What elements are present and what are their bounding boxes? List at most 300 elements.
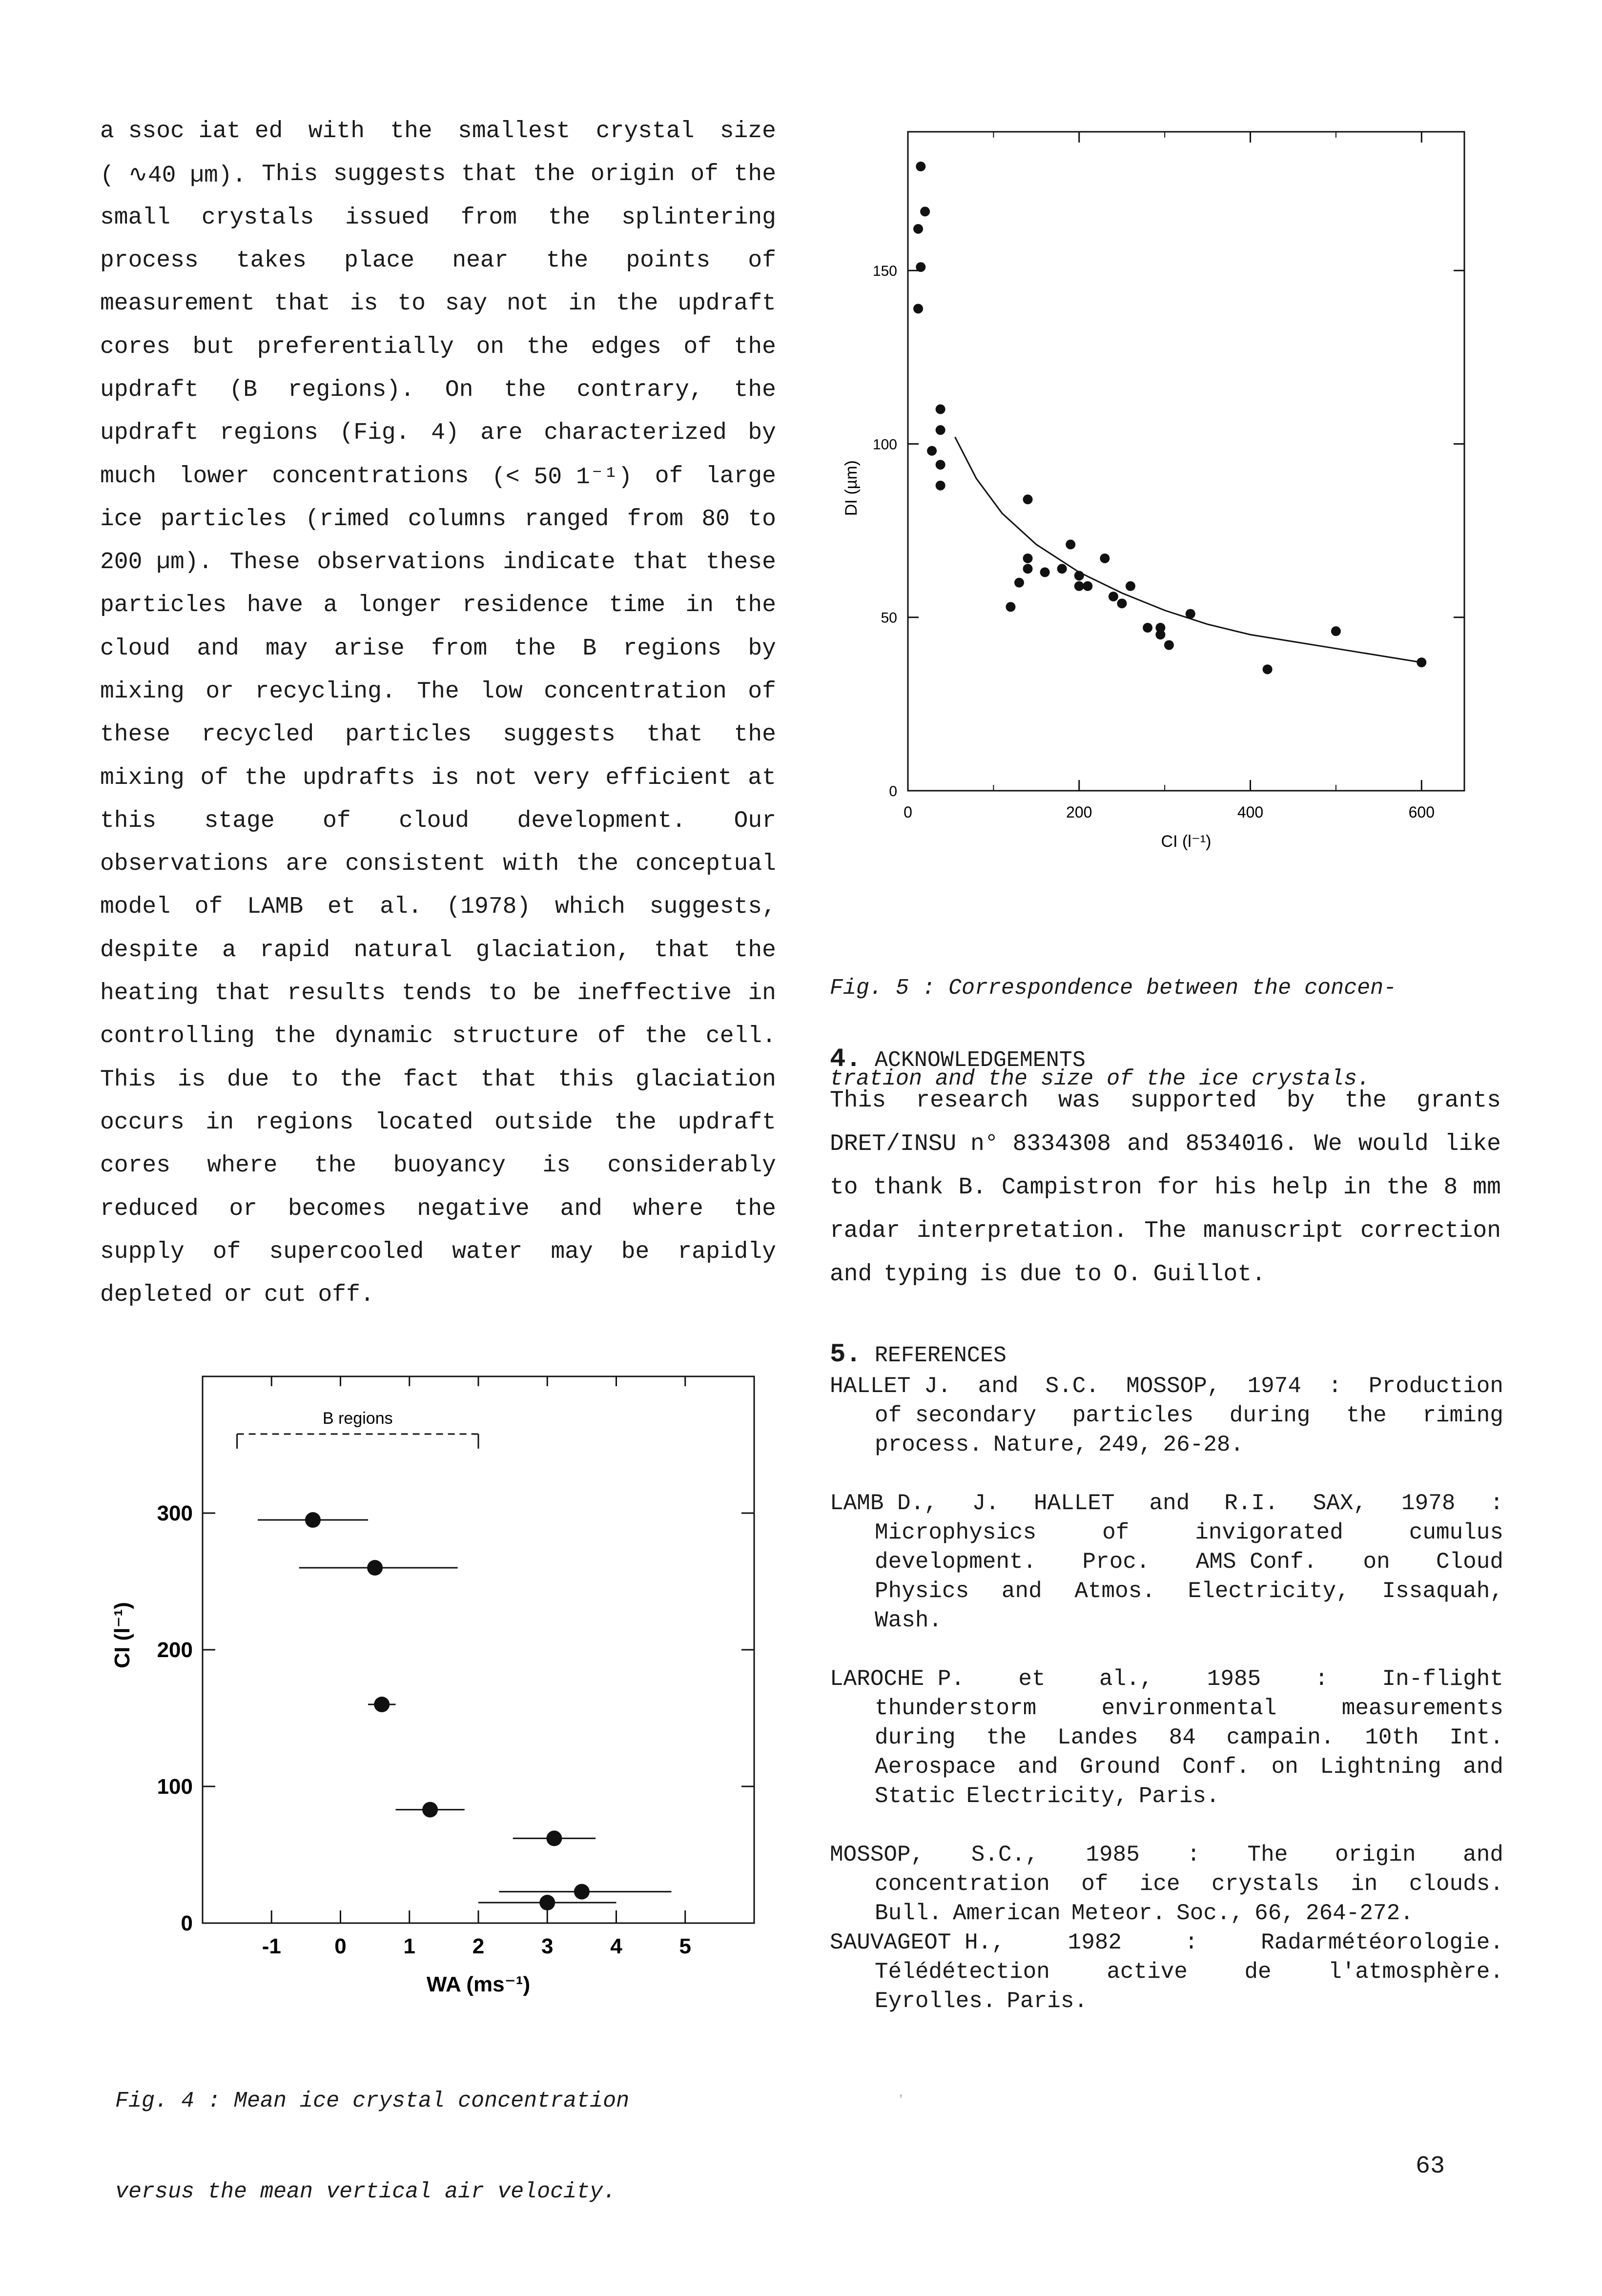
fig5-data-point bbox=[936, 404, 945, 414]
word: S.C., bbox=[971, 1842, 1039, 1867]
reference-item bbox=[830, 1928, 1503, 2016]
fig5-x-tick-label: 600 bbox=[1408, 803, 1435, 821]
word: (rimed bbox=[305, 506, 390, 533]
figure-4-caption bbox=[115, 2026, 629, 2237]
word: updraft bbox=[678, 290, 776, 317]
word: mixing bbox=[100, 678, 185, 705]
word: MOSSOP, bbox=[830, 1842, 924, 1867]
word: crystals bbox=[1211, 1871, 1319, 1897]
fig5-data-point bbox=[1023, 494, 1033, 504]
caption-line: Fig. 5 : Correspondence between the concen- bbox=[830, 976, 1397, 1001]
word: LAMB D., bbox=[830, 1491, 938, 1516]
word: the bbox=[533, 161, 575, 188]
word: process. bbox=[875, 1432, 983, 1457]
word: the bbox=[339, 1066, 382, 1093]
word: development. bbox=[517, 807, 686, 834]
word: regions). bbox=[288, 376, 415, 403]
word: supercooled bbox=[269, 1238, 424, 1265]
text-line bbox=[100, 498, 776, 541]
word: that bbox=[646, 721, 703, 748]
word: but bbox=[192, 333, 235, 360]
word: Campistron bbox=[1001, 1174, 1143, 1201]
fig5-data-point bbox=[1331, 626, 1341, 636]
word: arise bbox=[334, 635, 405, 662]
fig5-data-point bbox=[1023, 564, 1033, 574]
word: for bbox=[1157, 1174, 1200, 1201]
word: conceptual bbox=[635, 851, 776, 878]
figure-4-chart bbox=[78, 1362, 771, 1996]
word: becomes bbox=[288, 1195, 387, 1222]
word: by bbox=[1286, 1087, 1315, 1114]
word: al., bbox=[1099, 1666, 1153, 1692]
text-line bbox=[100, 756, 776, 799]
word: of bbox=[212, 1238, 241, 1265]
word: The bbox=[417, 678, 459, 705]
fig5-data-point bbox=[916, 162, 925, 171]
word: thunderstorm bbox=[875, 1696, 1037, 1721]
word: to bbox=[748, 506, 776, 533]
word: splintering bbox=[621, 204, 776, 231]
word: his bbox=[1214, 1174, 1257, 1201]
word: not bbox=[475, 764, 517, 791]
word: low bbox=[480, 678, 523, 705]
word: Issaquah, bbox=[1382, 1578, 1503, 1604]
word: with bbox=[503, 851, 559, 878]
word: to bbox=[1073, 1261, 1102, 1288]
fig5-fit-line bbox=[955, 437, 1421, 662]
word: to bbox=[830, 1174, 858, 1201]
text-line bbox=[100, 153, 776, 196]
word: Meteor. bbox=[1071, 1901, 1166, 1926]
word: rapid bbox=[260, 937, 330, 964]
word: the bbox=[734, 376, 776, 403]
word: 200 µm). bbox=[100, 549, 213, 576]
word: Paris. bbox=[1006, 1988, 1088, 2014]
fig4-y-tick-label: 100 bbox=[157, 1775, 193, 1799]
word: 1985 bbox=[1207, 1666, 1261, 1692]
fig4-data-points bbox=[258, 1512, 672, 1910]
text-line bbox=[830, 1694, 1503, 1723]
word: the bbox=[734, 1195, 776, 1222]
word: process bbox=[100, 247, 199, 274]
text-line bbox=[830, 1957, 1503, 1987]
word: these bbox=[705, 549, 776, 576]
reference-item bbox=[830, 1664, 1503, 1811]
section-title: REFERENCES bbox=[874, 1343, 1006, 1368]
word: ineffective bbox=[577, 980, 732, 1007]
fig5-data-point bbox=[1126, 581, 1135, 591]
word: 249, bbox=[1098, 1432, 1152, 1457]
word: the bbox=[526, 333, 569, 360]
word: the bbox=[273, 1023, 316, 1050]
text-line bbox=[100, 196, 776, 239]
text-line bbox=[830, 1723, 1503, 1752]
word: this bbox=[100, 807, 157, 834]
word: reduced bbox=[100, 1195, 199, 1222]
word: de bbox=[1244, 1959, 1272, 1985]
word: active bbox=[1107, 1959, 1188, 1985]
word: supply bbox=[100, 1238, 185, 1265]
fig5-data-point bbox=[916, 262, 925, 272]
word: and bbox=[1149, 1491, 1190, 1516]
word: the bbox=[734, 161, 776, 188]
fig4-x-tick-label: 5 bbox=[679, 1934, 691, 1958]
fig4-data-point bbox=[305, 1512, 321, 1528]
text-line bbox=[100, 541, 776, 584]
fig5-data-point bbox=[1143, 623, 1152, 633]
fig4-data-point bbox=[546, 1830, 562, 1846]
word: and bbox=[1127, 1130, 1170, 1157]
word: O. bbox=[1113, 1261, 1142, 1288]
text-line bbox=[830, 1664, 1503, 1694]
references-list bbox=[830, 1372, 1503, 2045]
word: measurement bbox=[100, 290, 255, 317]
word: 10th bbox=[1365, 1725, 1419, 1750]
word: a ssoc iat ed bbox=[100, 118, 283, 145]
word: S.C. bbox=[1045, 1374, 1100, 1399]
fig5-data-point bbox=[1155, 630, 1165, 639]
word: 264-272. bbox=[1305, 1901, 1414, 1926]
fig4-x-tick-label: 2 bbox=[472, 1934, 485, 1958]
word: concentration bbox=[875, 1871, 1050, 1897]
fig5-x-tick-label: 200 bbox=[1066, 803, 1092, 821]
fig5-data-point bbox=[927, 446, 937, 456]
word: takes bbox=[236, 247, 307, 274]
word: Cloud bbox=[1436, 1549, 1503, 1575]
left-column-text bbox=[100, 110, 776, 1316]
word: Landes bbox=[1057, 1725, 1138, 1750]
word: ( ∿40 µm). bbox=[100, 162, 246, 189]
text-line bbox=[100, 110, 776, 153]
word: HALLET J. bbox=[830, 1374, 951, 1399]
word: This bbox=[100, 1066, 157, 1093]
word: stage bbox=[204, 807, 275, 834]
word: the bbox=[546, 247, 589, 274]
word: Télédétection bbox=[875, 1959, 1050, 1985]
word: origin bbox=[1335, 1842, 1416, 1867]
text-line bbox=[830, 1079, 1501, 1122]
word: due bbox=[1019, 1261, 1062, 1288]
text-line bbox=[100, 1144, 776, 1187]
word: glaciation bbox=[635, 1066, 776, 1093]
word: depleted bbox=[100, 1282, 213, 1309]
word: place bbox=[344, 247, 415, 274]
word: the bbox=[644, 1023, 687, 1050]
word: of bbox=[690, 161, 719, 188]
text-line bbox=[100, 885, 776, 928]
word: DRET/INSU n° 8334308 bbox=[830, 1130, 1111, 1157]
fig5-x-axis-label: CI (l⁻¹) bbox=[1161, 832, 1212, 851]
word: cloud bbox=[399, 807, 470, 834]
word: from bbox=[627, 506, 683, 533]
word: buoyancy bbox=[393, 1152, 506, 1179]
reference-item bbox=[830, 1372, 1503, 1459]
word: 26-28. bbox=[1163, 1432, 1244, 1457]
word: residence bbox=[462, 592, 589, 619]
word: updraft bbox=[678, 1109, 776, 1136]
word: suggests bbox=[503, 721, 616, 748]
word: 1985 bbox=[1086, 1842, 1140, 1867]
word: radar bbox=[830, 1217, 901, 1244]
word: Bull. bbox=[875, 1901, 943, 1926]
text-line bbox=[830, 1547, 1503, 1577]
word: regions bbox=[220, 420, 318, 447]
word: research bbox=[916, 1087, 1028, 1114]
word: that bbox=[214, 980, 271, 1007]
text-line bbox=[830, 1401, 1503, 1430]
word: of secondary bbox=[875, 1403, 1037, 1428]
fig5-data-point bbox=[1186, 609, 1195, 619]
word: Aerospace bbox=[875, 1754, 996, 1780]
word: al. bbox=[380, 894, 422, 921]
fig5-data-point bbox=[1417, 657, 1426, 667]
word: tends bbox=[402, 980, 472, 1007]
fig5-y-tick-label: 100 bbox=[872, 436, 897, 453]
text-line bbox=[100, 1273, 776, 1316]
word: due bbox=[226, 1066, 269, 1093]
fig5-data-point bbox=[1023, 554, 1033, 563]
word: structure bbox=[452, 1023, 579, 1050]
word: the bbox=[314, 1152, 357, 1179]
word: B bbox=[582, 635, 597, 662]
fig5-data-point bbox=[1083, 581, 1092, 591]
word: updraft bbox=[100, 376, 199, 403]
word: SAX, bbox=[1313, 1491, 1367, 1516]
word: on bbox=[1363, 1549, 1390, 1575]
fig4-x-tick-label: -1 bbox=[262, 1934, 281, 1958]
text-line bbox=[100, 800, 776, 842]
word: glaciation, bbox=[475, 937, 631, 964]
word: regions bbox=[255, 1109, 354, 1136]
word: are bbox=[480, 420, 523, 447]
word: HALLET bbox=[1033, 1491, 1115, 1516]
word: near bbox=[452, 247, 509, 274]
word: off. bbox=[318, 1282, 374, 1309]
fig4-axis-ticks bbox=[157, 1376, 754, 1958]
text-line bbox=[100, 1230, 776, 1273]
word: of bbox=[748, 247, 776, 274]
word: The bbox=[1247, 1842, 1288, 1867]
word: much bbox=[100, 463, 157, 490]
word: not bbox=[507, 290, 549, 317]
fig4-b-regions-label: B regions bbox=[322, 1409, 393, 1428]
word: particles bbox=[345, 721, 472, 748]
word: in bbox=[1343, 1174, 1372, 1201]
fig5-plot-frame bbox=[908, 132, 1464, 791]
text-line bbox=[830, 1430, 1503, 1459]
word: ranged bbox=[524, 506, 609, 533]
text-line bbox=[830, 1489, 1503, 1518]
word: longer bbox=[357, 592, 442, 619]
text-line bbox=[100, 972, 776, 1015]
word: cell. bbox=[705, 1023, 776, 1050]
fig4-y-axis-label: CI (l⁻¹) bbox=[110, 1602, 134, 1668]
section-number: 5. bbox=[830, 1340, 862, 1370]
word: heating bbox=[100, 980, 199, 1007]
word: the bbox=[734, 592, 776, 619]
caption-line: tration and the size of the ice crystals. bbox=[830, 1066, 1371, 1091]
fig4-x-axis-label: WA (ms⁻¹) bbox=[426, 1972, 531, 1996]
word: l'atmosphère. bbox=[1328, 1959, 1503, 1985]
fig5-axis-ticks bbox=[873, 132, 1464, 821]
references-heading bbox=[830, 1340, 1006, 1370]
word: concentration bbox=[544, 678, 727, 705]
word: with bbox=[308, 118, 365, 145]
word: during bbox=[1229, 1403, 1311, 1428]
fig5-data-point bbox=[1117, 598, 1127, 608]
fig5-y-tick-label: 150 bbox=[872, 263, 897, 280]
word: to bbox=[488, 980, 517, 1007]
word: the bbox=[1346, 1403, 1387, 1428]
fig5-axes-box bbox=[908, 132, 1464, 791]
word: where bbox=[633, 1195, 703, 1222]
text-line bbox=[830, 1928, 1503, 1957]
word: suggests bbox=[333, 161, 446, 188]
word: of bbox=[194, 894, 223, 921]
fig5-data-point bbox=[1057, 564, 1067, 574]
word: Our bbox=[734, 807, 776, 834]
word: Guillot. bbox=[1153, 1261, 1266, 1288]
word: consistent bbox=[345, 851, 486, 878]
word: grants bbox=[1417, 1087, 1501, 1114]
fig5-data-point bbox=[1100, 554, 1109, 563]
word: the bbox=[734, 937, 776, 964]
word: MOSSOP, bbox=[1126, 1374, 1221, 1399]
fig4-y-tick-label: 200 bbox=[157, 1638, 193, 1662]
word: development. bbox=[875, 1549, 1037, 1575]
word: on bbox=[476, 333, 505, 360]
word: of bbox=[597, 1023, 626, 1050]
text-line bbox=[100, 239, 776, 282]
word: Soc., bbox=[1176, 1901, 1244, 1926]
text-line bbox=[830, 1518, 1503, 1547]
text-line bbox=[830, 1869, 1503, 1899]
word: may bbox=[266, 635, 308, 662]
word: the bbox=[986, 1725, 1027, 1750]
text-line bbox=[830, 1166, 1501, 1209]
word: et bbox=[1018, 1666, 1046, 1692]
word: manuscript bbox=[1203, 1217, 1344, 1244]
word: contrary, bbox=[576, 376, 703, 403]
fig5-data-point bbox=[920, 206, 930, 216]
word: measurements bbox=[1341, 1696, 1503, 1721]
fig5-x-tick-label: 0 bbox=[904, 803, 912, 821]
fig4-y-tick-label: 0 bbox=[181, 1911, 193, 1935]
word: : bbox=[1187, 1842, 1200, 1867]
text-line bbox=[830, 1987, 1503, 2016]
word: Wash. bbox=[875, 1608, 943, 1633]
word: the bbox=[616, 290, 658, 317]
word: typing bbox=[883, 1261, 968, 1288]
word: Electricity, bbox=[1188, 1578, 1350, 1604]
word: time bbox=[609, 592, 665, 619]
word: : bbox=[1328, 1374, 1342, 1399]
word: or bbox=[205, 678, 234, 705]
word: The bbox=[1144, 1217, 1187, 1244]
word: and bbox=[1463, 1842, 1503, 1867]
fig4-axes-box bbox=[203, 1376, 754, 1923]
word: and bbox=[830, 1261, 872, 1288]
fig5-data-point bbox=[1263, 664, 1273, 674]
word: very bbox=[533, 764, 590, 791]
word: that bbox=[654, 937, 711, 964]
word: 8534016. bbox=[1185, 1130, 1298, 1157]
text-line bbox=[100, 1101, 776, 1144]
word: the bbox=[614, 1109, 657, 1136]
word: during bbox=[875, 1725, 956, 1750]
word: was bbox=[1058, 1087, 1101, 1114]
word: 1982 bbox=[1068, 1930, 1122, 1955]
word: indicate bbox=[503, 549, 616, 576]
word: et bbox=[327, 894, 356, 921]
fig5-data-point bbox=[1074, 571, 1084, 580]
word: Radarmétéorologie. bbox=[1261, 1930, 1503, 1955]
word: 84 bbox=[1169, 1725, 1196, 1750]
word: In-flight bbox=[1382, 1666, 1503, 1692]
word: the bbox=[504, 376, 546, 403]
word: and bbox=[978, 1374, 1019, 1399]
word: cloud bbox=[100, 635, 171, 662]
reference-item bbox=[830, 1489, 1503, 1635]
word: results bbox=[287, 980, 386, 1007]
word: from bbox=[460, 204, 517, 231]
word: 1974 bbox=[1247, 1374, 1301, 1399]
word: the bbox=[513, 635, 556, 662]
word: concentrations bbox=[272, 463, 469, 490]
word: and bbox=[560, 1195, 602, 1222]
word: ice bbox=[1139, 1871, 1180, 1897]
text-line bbox=[100, 1187, 776, 1230]
word: (1978) bbox=[446, 894, 531, 921]
text-line bbox=[100, 1058, 776, 1101]
word: would bbox=[1358, 1130, 1429, 1157]
word: by bbox=[748, 420, 776, 447]
word: controlling bbox=[100, 1023, 255, 1050]
fig4-data-point bbox=[422, 1802, 438, 1818]
word: This bbox=[262, 161, 318, 188]
word: smallest bbox=[458, 118, 571, 145]
word: 4) bbox=[431, 420, 459, 447]
fig5-data-point bbox=[913, 224, 923, 234]
word: fact bbox=[403, 1066, 459, 1093]
fig5-fit-curve bbox=[955, 437, 1421, 662]
word: cut bbox=[264, 1282, 307, 1309]
text-line bbox=[100, 411, 776, 454]
fig4-x-tick-label: 0 bbox=[334, 1934, 347, 1958]
word: is bbox=[980, 1261, 1008, 1288]
fig5-data-points bbox=[913, 162, 1426, 674]
word: ice bbox=[100, 506, 143, 533]
section-title: ACKNOWLEDGEMENTS bbox=[874, 1048, 1086, 1073]
word: particles bbox=[1072, 1403, 1194, 1428]
word: may bbox=[551, 1238, 593, 1265]
word: at bbox=[748, 764, 776, 791]
page-number: 63 bbox=[1416, 2152, 1445, 2180]
reference-item bbox=[830, 1840, 1503, 1928]
word: characterized bbox=[544, 420, 727, 447]
word: points bbox=[626, 247, 711, 274]
fig5-data-point bbox=[1040, 567, 1050, 577]
word: Physics bbox=[875, 1578, 969, 1604]
word: LAROCHE P. bbox=[830, 1666, 965, 1692]
text-line bbox=[830, 1782, 1503, 1811]
word: Atmos. bbox=[1074, 1578, 1155, 1604]
text-line bbox=[100, 584, 776, 627]
word: of bbox=[1081, 1871, 1109, 1897]
word: is bbox=[177, 1066, 206, 1093]
word: outside bbox=[494, 1109, 593, 1136]
fig4-data-point bbox=[367, 1560, 383, 1576]
